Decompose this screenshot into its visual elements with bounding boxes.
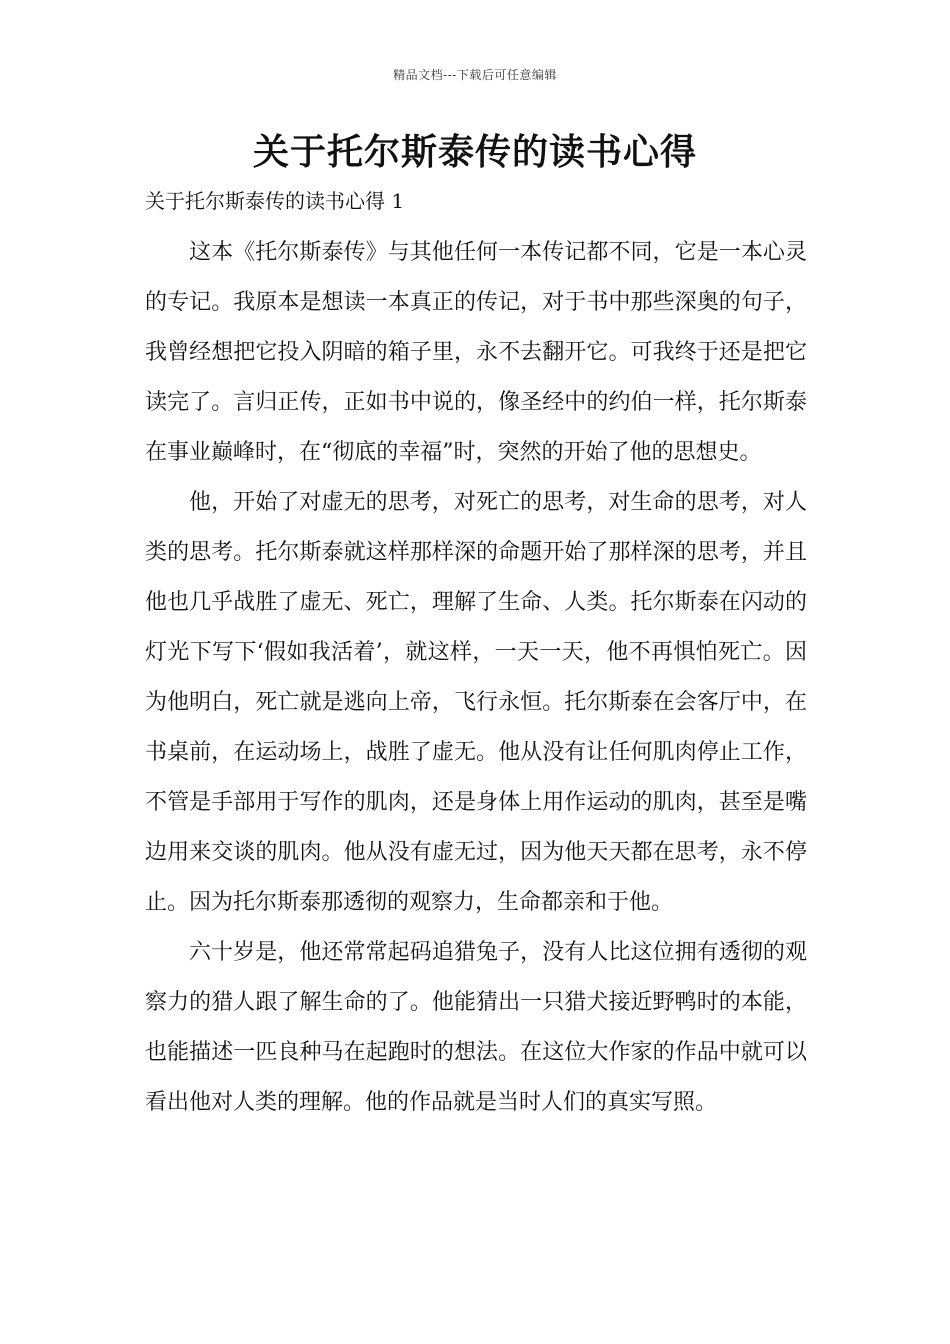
document-title: 关于托尔斯泰传的读书心得 xyxy=(252,131,697,173)
document-body xyxy=(145,228,807,1128)
header-note: 精品文档---下载后可任意编辑 xyxy=(393,68,557,82)
paragraph: 六十岁是，他还常常起码追猎兔子，没有人比这位拥有透彻的观察力的猎人跟了解生命的了。他能猜出一只猎犬接近野鸭时的本能，也能描述一匹良种马在起跑时的想法。在这位大作家的作品中就可以看出他对人类的理解。他的作品就是当时人们的真实写照。 xyxy=(145,940,807,1115)
section-heading: 关于托尔斯泰传的读书心得 1 xyxy=(145,189,405,213)
paragraph: 这本《托尔斯泰传》与其他任何一本传记都不同，它是一本心灵的专记。我原本是想读一本真正的传记，对于书中那些深奥的句子，我曾经想把它投入阴暗的箱子里，永不去翻开它。可我终于还是把它读完了。言归正传，正如书中说的，像圣经中的约伯一样，托尔斯泰在事业巅峰时，在“彻底的幸福”时，突然的开始了他的思想史。 xyxy=(145,240,807,465)
paragraph: 他，开始了对虚无的思考，对死亡的思考，对生命的思考，对人类的思考。托尔斯泰就这样那样深的命题开始了那样深的思考，并且他也几乎战胜了虚无、死亡，理解了生命、人类。托尔斯泰在闪动的灯光下写下‘假如我活着’，就这样，一天一天，他不再惧怕死亡。因为他明白，死亡就是逃向上帝，飞行永恒。托尔斯泰在会客厅中，在书桌前，在运动场上，战胜了虚无。他从没有让任何肌肉停止工作，不管是手部用于写作的肌肉，还是身体上用作运动的肌肉，甚至是嘴边用来交谈的肌肉。他从没有虚无过，因为他天天都在思考，永不停止。因为托尔斯泰那透彻的观察力，生命都亲和于他。 xyxy=(145,490,807,915)
